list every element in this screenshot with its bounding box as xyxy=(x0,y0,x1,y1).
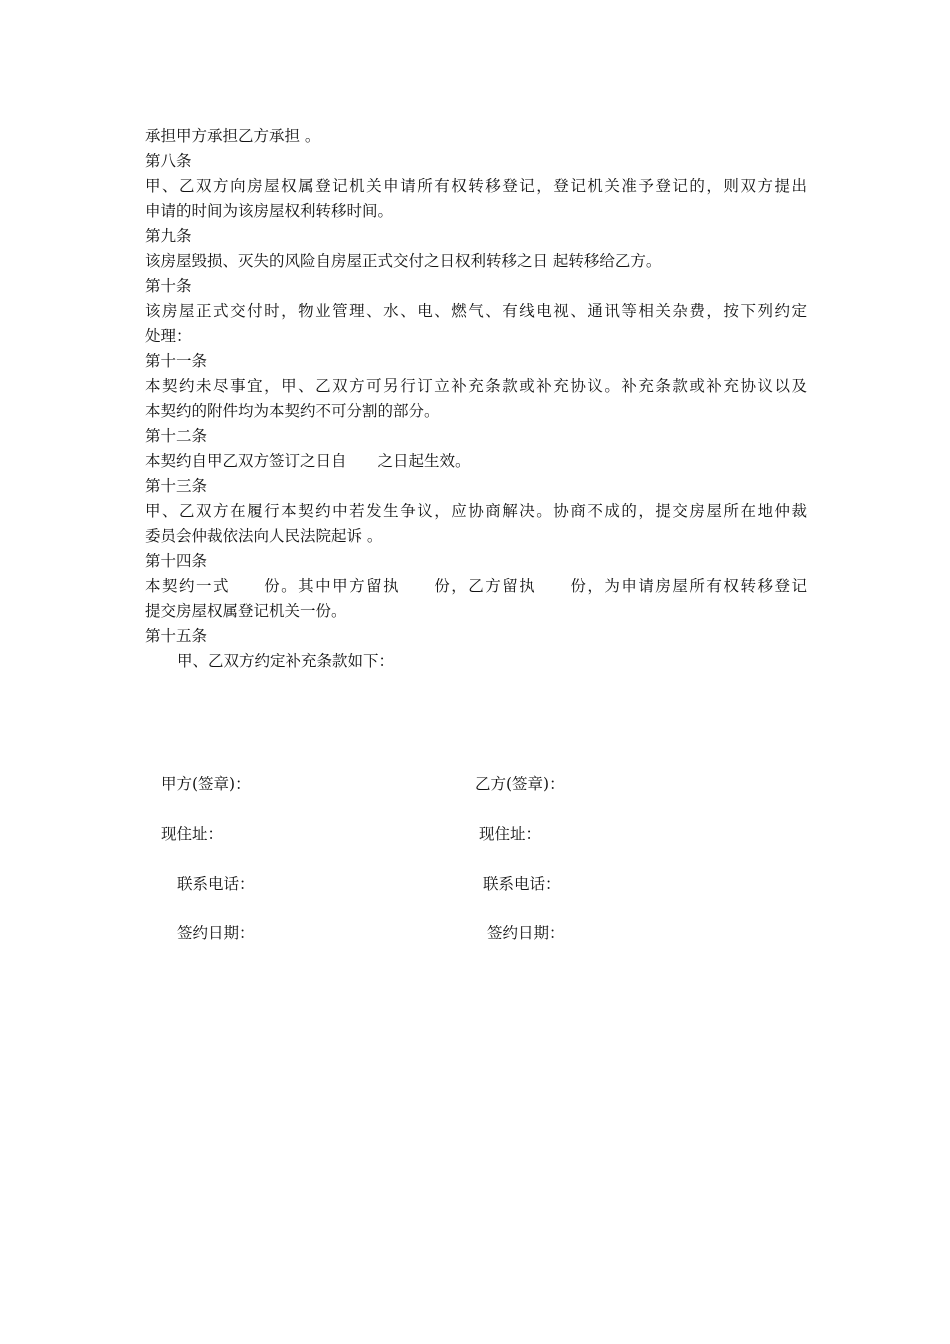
clause-7-continuation: 承担甲方承担乙方承担 。 xyxy=(145,127,321,145)
contract-body xyxy=(145,124,807,674)
clause-8-heading: 第八条 xyxy=(145,152,192,170)
party-a-seal-label: 甲方(签章)： xyxy=(161,775,251,793)
party-b-date-label: 签约日期： xyxy=(487,924,565,942)
clause-8-text-line-2: 申请的时间为该房屋权利转移时间。 xyxy=(145,202,394,220)
clause-9-heading: 第九条 xyxy=(145,227,192,245)
clause-14-text-line-2: 提交房屋权属登记机关一份。 xyxy=(145,602,347,620)
clause-14-heading: 第十四条 xyxy=(145,552,208,570)
clause-8-text-line-1: 甲、乙双方向房屋权属登记机关申请所有权转移登记，登记机关准予登记的，则双方提出 xyxy=(145,177,807,195)
clause-14-text-line-1: 本契约一式 份。其中甲方留执 份，乙方留执 份，为申请房屋所有权转移登记 xyxy=(145,577,807,595)
party-a-address-label: 现住址： xyxy=(161,825,224,843)
clause-15-heading: 第十五条 xyxy=(145,627,208,645)
clause-13-text-line-1: 甲、乙双方在履行本契约中若发生争议，应协商解决。协商不成的，提交房屋所在地仲裁 xyxy=(145,502,807,520)
clause-10-heading: 第十条 xyxy=(145,277,192,295)
clause-10-text-line-2: 处理： xyxy=(145,327,192,345)
clause-11-text-line-2: 本契约的附件均为本契约不可分割的部分。 xyxy=(145,402,440,420)
clause-9-text: 该房屋毁损、灭失的风险自房屋正式交付之日权利转移之日 起转移给乙方。 xyxy=(145,252,662,270)
clause-11-text-line-1: 本契约未尽事宜，甲、乙双方可另行订立补充条款或补充协议。补充条款或补充协议以及 xyxy=(145,377,807,395)
party-b-address-label: 现住址： xyxy=(479,825,542,843)
clause-10-text-line-1: 该房屋正式交付时，物业管理、水、电、燃气、有线电视、通讯等相关杂费，按下列约定 xyxy=(145,302,807,320)
clause-12-heading: 第十二条 xyxy=(145,427,208,445)
party-a-phone-label: 联系电话： xyxy=(177,875,255,893)
party-b-phone-label: 联系电话： xyxy=(483,875,561,893)
clause-11-heading: 第十一条 xyxy=(145,352,208,370)
clause-12-text: 本契约自甲乙双方签订之日自 之日起生效。 xyxy=(145,452,471,470)
clause-13-heading: 第十三条 xyxy=(145,477,208,495)
party-a-date-label: 签约日期： xyxy=(177,924,255,942)
party-b-seal-label: 乙方(签章)： xyxy=(475,775,565,793)
clause-13-text-line-2: 委员会仲裁依法向人民法院起诉 。 xyxy=(145,527,383,545)
clause-15-text: 甲、乙双方约定补充条款如下： xyxy=(177,652,395,670)
